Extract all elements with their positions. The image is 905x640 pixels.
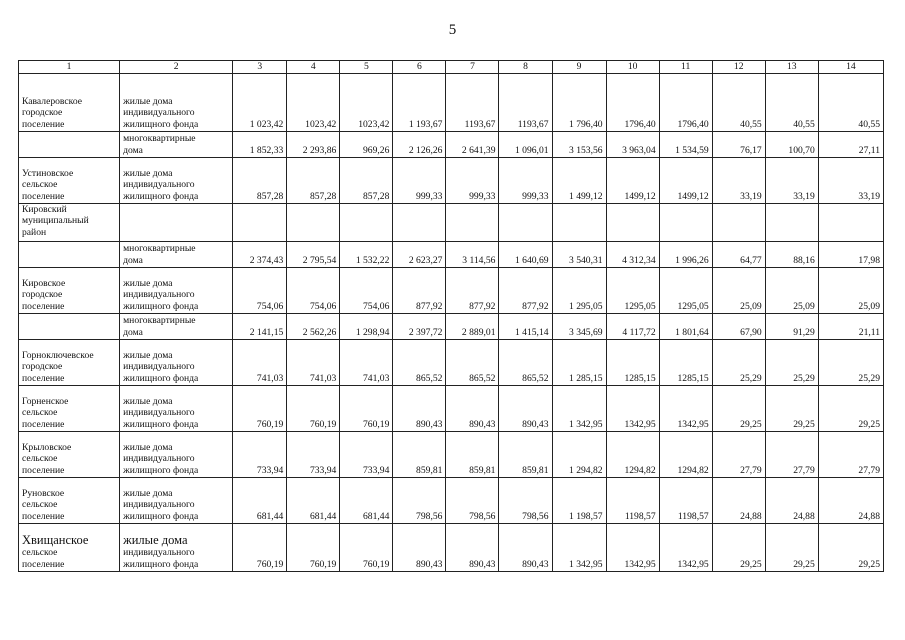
housing-type-cell: [120, 524, 233, 572]
table-row: [19, 432, 884, 478]
value-cell: 1285,15: [659, 340, 712, 386]
value-cell: 40,55: [765, 74, 818, 132]
value-cell: 1342,95: [606, 524, 659, 572]
value-cell: 741,03: [340, 340, 393, 386]
housing-type: многоквартирные дома: [123, 243, 196, 266]
value-cell: 29,25: [712, 386, 765, 432]
value-cell: 760,19: [287, 524, 340, 572]
table-row: [19, 314, 884, 340]
housing-type: жилые дома индивидуального жилищного фонда: [123, 395, 199, 430]
settlement-name-cell: [19, 432, 120, 478]
value-cell: 1342,95: [659, 386, 712, 432]
value-cell: 1295,05: [606, 268, 659, 314]
housing-type-cell: [120, 268, 233, 314]
value-cell: 760,19: [340, 386, 393, 432]
value-cell: 733,94: [287, 432, 340, 478]
column-header-4: 4: [287, 61, 340, 74]
column-header-10: 10: [606, 61, 659, 74]
value-cell: 1 532,22: [340, 242, 393, 268]
value-cell: 1 796,40: [552, 74, 606, 132]
value-cell: 29,25: [818, 386, 883, 432]
housing-type-cell: [120, 204, 233, 242]
settlement-name-cell: [19, 314, 120, 340]
column-header-13: 13: [765, 61, 818, 74]
column-header-6: 6: [393, 61, 446, 74]
housing-type: жилые дома индивидуального жилищного фонда: [123, 349, 199, 384]
table-row: [19, 74, 884, 132]
value-cell: 1 294,82: [552, 432, 606, 478]
value-cell: 754,06: [340, 268, 393, 314]
settlement-name-cell: [19, 74, 120, 132]
value-cell: 890,43: [393, 524, 446, 572]
value-cell: 890,43: [393, 386, 446, 432]
value-cell: 29,25: [765, 524, 818, 572]
value-cell: 1 096,01: [499, 132, 552, 158]
column-header-11: 11: [659, 61, 712, 74]
value-cell: 798,56: [499, 478, 552, 524]
settlement-name-cell: [19, 158, 120, 204]
value-cell: 865,52: [393, 340, 446, 386]
column-header-14: 14: [818, 61, 883, 74]
value-cell: 1796,40: [606, 74, 659, 132]
housing-type-cell: [120, 478, 233, 524]
value-cell: 877,92: [446, 268, 499, 314]
value-cell: 1796,40: [659, 74, 712, 132]
value-cell: 27,79: [712, 432, 765, 478]
value-cell: 29,25: [765, 386, 818, 432]
housing-type-cell: [120, 314, 233, 340]
value-cell: [446, 204, 499, 242]
value-cell: 865,52: [446, 340, 499, 386]
settlement-name-cell: [19, 524, 120, 572]
value-cell: 741,03: [287, 340, 340, 386]
value-cell: 2 397,72: [393, 314, 446, 340]
value-cell: 760,19: [233, 386, 287, 432]
value-cell: [233, 204, 287, 242]
value-cell: 29,25: [818, 524, 883, 572]
value-cell: 760,19: [287, 386, 340, 432]
value-cell: 33,19: [765, 158, 818, 204]
housing-type-cell: [120, 432, 233, 478]
value-cell: 3 114,56: [446, 242, 499, 268]
value-cell: 2 126,26: [393, 132, 446, 158]
value-cell: 40,55: [818, 74, 883, 132]
housing-type-rest: индивидуального жилищного фонда: [123, 547, 199, 570]
value-cell: 2 293,86: [287, 132, 340, 158]
value-cell: 1295,05: [659, 268, 712, 314]
header-row: [19, 61, 884, 74]
value-cell: 741,03: [233, 340, 287, 386]
value-cell: 25,09: [712, 268, 765, 314]
value-cell: 25,29: [712, 340, 765, 386]
value-cell: 999,33: [393, 158, 446, 204]
value-cell: 17,98: [818, 242, 883, 268]
value-cell: [765, 204, 818, 242]
settlement-name: Кировское городское поселение: [22, 277, 66, 312]
table-row: [19, 268, 884, 314]
table-row: [19, 132, 884, 158]
settlement-name: Горненское сельское поселение: [22, 395, 69, 430]
value-cell: 24,88: [765, 478, 818, 524]
housing-type: жилые дома индивидуального жилищного фонда: [123, 167, 199, 202]
table-row: [19, 386, 884, 432]
value-cell: 1 198,57: [552, 478, 606, 524]
value-cell: 1 801,64: [659, 314, 712, 340]
settlement-name-cell: [19, 204, 120, 242]
value-cell: 1 996,26: [659, 242, 712, 268]
value-cell: 33,19: [712, 158, 765, 204]
value-cell: [287, 204, 340, 242]
table-header: [19, 61, 884, 74]
value-cell: 857,28: [287, 158, 340, 204]
value-cell: 1193,67: [499, 74, 552, 132]
tariff-table: [18, 60, 884, 572]
value-cell: 1 023,42: [233, 74, 287, 132]
value-cell: 25,29: [765, 340, 818, 386]
value-cell: 67,90: [712, 314, 765, 340]
settlement-name: Кировский муниципальный район: [22, 204, 89, 238]
housing-type: жилые дома индивидуального жилищного фонда: [123, 441, 199, 476]
value-cell: 91,29: [765, 314, 818, 340]
value-cell: 1 298,94: [340, 314, 393, 340]
column-header-2: 2: [120, 61, 233, 74]
value-cell: 40,55: [712, 74, 765, 132]
housing-type-cell: [120, 158, 233, 204]
housing-type-cell: [120, 340, 233, 386]
value-cell: 754,06: [287, 268, 340, 314]
value-cell: 760,19: [340, 524, 393, 572]
value-cell: [818, 204, 883, 242]
housing-type-cell: [120, 74, 233, 132]
value-cell: 1198,57: [606, 478, 659, 524]
value-cell: 865,52: [499, 340, 552, 386]
housing-type-cell: [120, 386, 233, 432]
value-cell: [712, 204, 765, 242]
table-row: [19, 524, 884, 572]
value-cell: 4 312,34: [606, 242, 659, 268]
settlement-name: Кавалеровское городское поселение: [22, 95, 82, 130]
value-cell: 857,28: [340, 158, 393, 204]
settlement-name-cell: [19, 132, 120, 158]
value-cell: 88,16: [765, 242, 818, 268]
settlement-name: Хвищанское: [22, 533, 89, 548]
value-cell: 2 141,15: [233, 314, 287, 340]
settlement-name-cell: [19, 478, 120, 524]
value-cell: 2 641,39: [446, 132, 499, 158]
column-header-3: 3: [233, 61, 287, 74]
value-cell: 1 285,15: [552, 340, 606, 386]
value-cell: 798,56: [446, 478, 499, 524]
value-cell: 27,79: [765, 432, 818, 478]
value-cell: 1 193,67: [393, 74, 446, 132]
housing-type: жилые дома индивидуального жилищного фонда: [123, 95, 199, 130]
value-cell: 3 540,31: [552, 242, 606, 268]
value-cell: 25,09: [765, 268, 818, 314]
settlement-name-cell: [19, 242, 120, 268]
settlement-name-cell: [19, 386, 120, 432]
table-row: [19, 204, 884, 242]
value-cell: 24,88: [818, 478, 883, 524]
value-cell: 798,56: [393, 478, 446, 524]
value-cell: 890,43: [499, 386, 552, 432]
column-header-9: 9: [552, 61, 606, 74]
value-cell: 1342,95: [606, 386, 659, 432]
value-cell: 733,94: [340, 432, 393, 478]
housing-type: жилые дома индивидуального жилищного фонда: [123, 277, 199, 312]
page-number: 5: [448, 22, 457, 38]
value-cell: 890,43: [446, 524, 499, 572]
value-cell: 27,79: [818, 432, 883, 478]
value-cell: 859,81: [446, 432, 499, 478]
value-cell: 890,43: [446, 386, 499, 432]
value-cell: 859,81: [393, 432, 446, 478]
settlement-name-cell: [19, 268, 120, 314]
value-cell: 1 295,05: [552, 268, 606, 314]
value-cell: 1 342,95: [552, 524, 606, 572]
table-row: [19, 478, 884, 524]
value-cell: [552, 204, 606, 242]
value-cell: 681,44: [287, 478, 340, 524]
value-cell: 857,28: [233, 158, 287, 204]
table-row: [19, 242, 884, 268]
value-cell: 1342,95: [659, 524, 712, 572]
housing-type: многоквартирные дома: [123, 133, 196, 156]
value-cell: 1 852,33: [233, 132, 287, 158]
column-header-7: 7: [446, 61, 499, 74]
value-cell: 681,44: [233, 478, 287, 524]
value-cell: 29,25: [712, 524, 765, 572]
value-cell: 1294,82: [659, 432, 712, 478]
value-cell: 760,19: [233, 524, 287, 572]
value-cell: 1294,82: [606, 432, 659, 478]
settlement-name: Горноключевское городское поселение: [22, 349, 94, 384]
housing-type: многоквартирные дома: [123, 315, 196, 338]
value-cell: 1499,12: [659, 158, 712, 204]
settlement-name: Руновское сельское поселение: [22, 487, 65, 522]
value-cell: [499, 204, 552, 242]
table-row: [19, 340, 884, 386]
value-cell: 877,92: [499, 268, 552, 314]
value-cell: 100,70: [765, 132, 818, 158]
value-cell: 999,33: [446, 158, 499, 204]
value-cell: [393, 204, 446, 242]
value-cell: 2 562,26: [287, 314, 340, 340]
value-cell: 681,44: [340, 478, 393, 524]
settlement-name: Крыловское сельское поселение: [22, 441, 72, 476]
value-cell: 1 534,59: [659, 132, 712, 158]
housing-type: жилые дома: [123, 533, 188, 548]
housing-type-cell: [120, 132, 233, 158]
value-cell: 1 499,12: [552, 158, 606, 204]
value-cell: 2 374,43: [233, 242, 287, 268]
column-header-1: 1: [19, 61, 120, 74]
value-cell: 1499,12: [606, 158, 659, 204]
value-cell: 1023,42: [340, 74, 393, 132]
value-cell: 3 153,56: [552, 132, 606, 158]
column-header-8: 8: [499, 61, 552, 74]
value-cell: 25,09: [818, 268, 883, 314]
value-cell: [606, 204, 659, 242]
value-cell: 1 342,95: [552, 386, 606, 432]
value-cell: 890,43: [499, 524, 552, 572]
value-cell: 1 415,14: [499, 314, 552, 340]
table-body: [19, 74, 884, 572]
value-cell: 24,88: [712, 478, 765, 524]
value-cell: 1023,42: [287, 74, 340, 132]
settlement-name: Устиновское сельское поселение: [22, 167, 74, 202]
column-header-5: 5: [340, 61, 393, 74]
value-cell: 754,06: [233, 268, 287, 314]
value-cell: 969,26: [340, 132, 393, 158]
value-cell: 21,11: [818, 314, 883, 340]
settlement-name-rest: сельское поселение: [22, 547, 65, 570]
housing-type: жилые дома индивидуального жилищного фонда: [123, 487, 199, 522]
value-cell: 859,81: [499, 432, 552, 478]
value-cell: 33,19: [818, 158, 883, 204]
value-cell: 2 623,27: [393, 242, 446, 268]
value-cell: 1285,15: [606, 340, 659, 386]
column-header-12: 12: [712, 61, 765, 74]
table-row: [19, 158, 884, 204]
value-cell: 877,92: [393, 268, 446, 314]
value-cell: 1198,57: [659, 478, 712, 524]
value-cell: [659, 204, 712, 242]
value-cell: 1 640,69: [499, 242, 552, 268]
value-cell: 999,33: [499, 158, 552, 204]
housing-type-cell: [120, 242, 233, 268]
value-cell: 733,94: [233, 432, 287, 478]
value-cell: [340, 204, 393, 242]
value-cell: 1193,67: [446, 74, 499, 132]
value-cell: 64,77: [712, 242, 765, 268]
value-cell: 2 795,54: [287, 242, 340, 268]
settlement-name-cell: [19, 340, 120, 386]
value-cell: 3 345,69: [552, 314, 606, 340]
value-cell: 2 889,01: [446, 314, 499, 340]
value-cell: 4 117,72: [606, 314, 659, 340]
value-cell: 25,29: [818, 340, 883, 386]
value-cell: 76,17: [712, 132, 765, 158]
value-cell: 27,11: [818, 132, 883, 158]
value-cell: 3 963,04: [606, 132, 659, 158]
